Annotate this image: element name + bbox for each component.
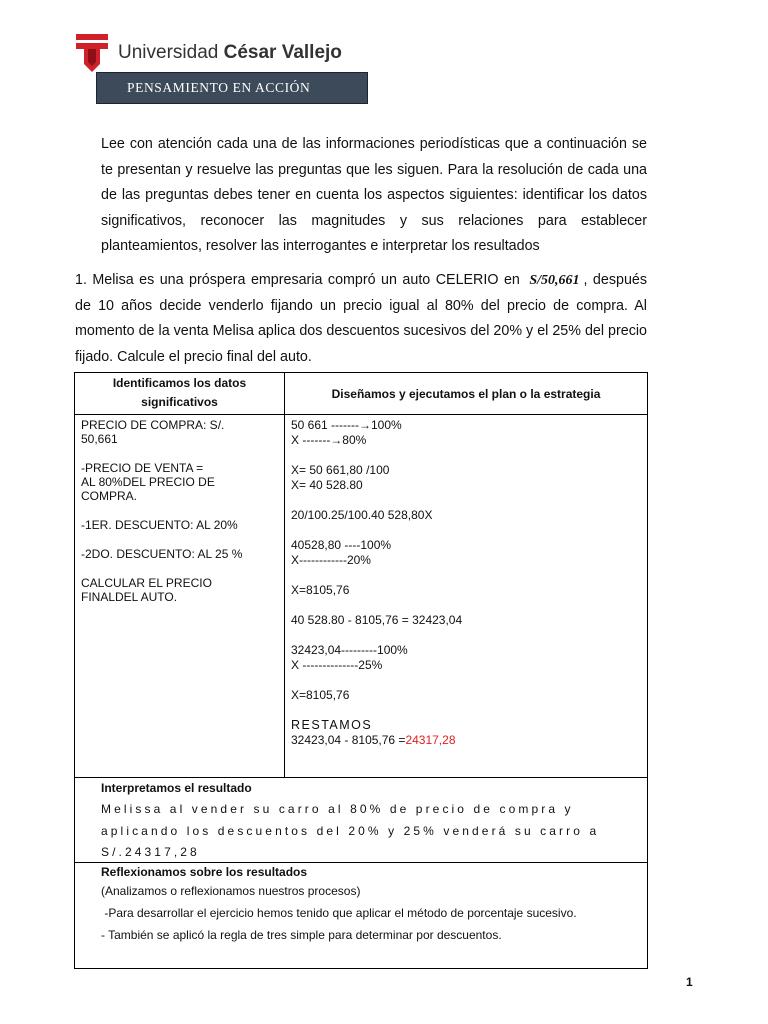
calc-block	[291, 508, 641, 523]
page-number: 1	[686, 975, 693, 989]
reflection-line: (Analizamos o reflexionamos nuestros procesos)	[101, 884, 361, 898]
calc-line: 50 661 -------→100%	[291, 418, 402, 432]
calc-line: 20/100.25/100.40 528,80X	[291, 508, 433, 522]
data-line: PRECIO DE COMPRA: S/.	[81, 418, 225, 432]
data-item	[81, 547, 278, 561]
final-calc: 32423,04 - 8105,76 =	[291, 733, 406, 747]
data-line: FINALDEL AUTO.	[81, 590, 178, 604]
data-line: AL 80%DEL PRECIO DE	[81, 475, 215, 489]
interpretation-text	[101, 799, 647, 864]
data-item	[81, 576, 278, 604]
calc-block	[291, 583, 641, 598]
university-logo	[76, 34, 342, 72]
interpretation-line: S/.24317,28	[101, 845, 200, 859]
header-data-column: Identificamos los datos significativos	[75, 373, 285, 415]
problem-statement	[75, 268, 647, 370]
calc-line: X=8105,76	[291, 583, 350, 597]
problem-text-before: 1. Melisa es una próspera empresaria compró un auto CELERIO en	[75, 272, 520, 288]
data-line: CALCULAR EL PRECIO	[81, 576, 212, 590]
calc-block	[291, 418, 641, 448]
restamos-label: RESTAMOS	[291, 718, 373, 732]
calc-line: X= 50 661,80 /100	[291, 463, 390, 477]
interpretation-line: Melissa al vender su carro al 80% de precio de compra y	[101, 802, 574, 816]
data-line: -1ER. DESCUENTO: AL 20%	[81, 518, 238, 532]
calc-line: X=8105,76	[291, 688, 350, 702]
header-plan-column: Diseñamos y ejecutamos el plan o la estrategia	[285, 373, 647, 415]
data-line: COMPRA.	[81, 489, 138, 503]
ucv-shield-icon	[76, 34, 108, 72]
problem-text-after: , después de 10 años decide venderlo fijando un precio igual al 80% del precio de compra. Al momento de la venta Melisa aplica dos descuentos sucesivos del 20% y el 25% del precio fijado. Calcule el precio final del auto.	[75, 272, 647, 365]
calc-block	[291, 643, 641, 673]
data-item	[81, 461, 278, 503]
calc-line: X --------------25%	[291, 658, 383, 672]
calc-block	[291, 688, 641, 703]
data-item	[81, 518, 278, 532]
reflection-title: Reflexionamos sobre los resultados	[101, 865, 308, 879]
calc-line: X -------→80%	[291, 433, 367, 447]
section-banner: PENSAMIENTO EN ACCIÓN	[96, 72, 368, 104]
data-line: -PRECIO DE VENTA =	[81, 461, 204, 475]
calc-line: X= 40 528.80	[291, 478, 363, 492]
solution-table	[74, 372, 648, 969]
plan-cell	[285, 415, 647, 777]
final-result: 24317,28	[405, 733, 456, 747]
calc-line: 40 528.80 - 8105,76 = 32423,04	[291, 613, 463, 627]
reflection-line: - También se aplicó la regla de tres simple para determinar por descuentos.	[101, 928, 502, 942]
calc-block	[291, 613, 641, 628]
interpretation-title: Interpretamos el resultado	[101, 781, 252, 795]
final-calc-block	[291, 718, 641, 748]
reflection-line: -Para desarrollar el ejercicio hemos tenido que aplicar el método de porcentaje sucesivo.	[101, 906, 577, 920]
university-name-bold: César Vallejo	[223, 42, 342, 63]
university-name-regular: Universidad	[118, 42, 224, 63]
data-item	[81, 418, 278, 446]
data-line: -2DO. DESCUENTO: AL 25 %	[81, 547, 243, 561]
interpretation-line: aplicando los descuentos del 20% y 25% venderá su carro a	[101, 823, 600, 838]
calc-line: 40528,80 ----100%	[291, 538, 392, 552]
calc-block	[291, 538, 641, 568]
interpretation-section	[75, 777, 647, 863]
calc-line: X------------20%	[291, 553, 371, 567]
intro-paragraph: Lee con atención cada una de las informaciones periodísticas que a continuación se te presentan y resuelve las preguntas que les siguen. Para la resolución de cada una de las preguntas debes tener en cuenta los aspectos siguientes: identificar los datos significativos, reconocer las magnitudes y sus relaciones para establecer planteamientos, resolver las interrogantes e interpretar los resultados	[101, 136, 647, 254]
problem-price: S/50,661	[529, 273, 580, 288]
university-name	[118, 42, 342, 64]
significant-data-cell	[75, 415, 285, 777]
calc-block	[291, 463, 641, 493]
calc-line: 32423,04---------100%	[291, 643, 408, 657]
reflection-section	[75, 863, 647, 968]
data-line: 50,661	[81, 432, 118, 446]
